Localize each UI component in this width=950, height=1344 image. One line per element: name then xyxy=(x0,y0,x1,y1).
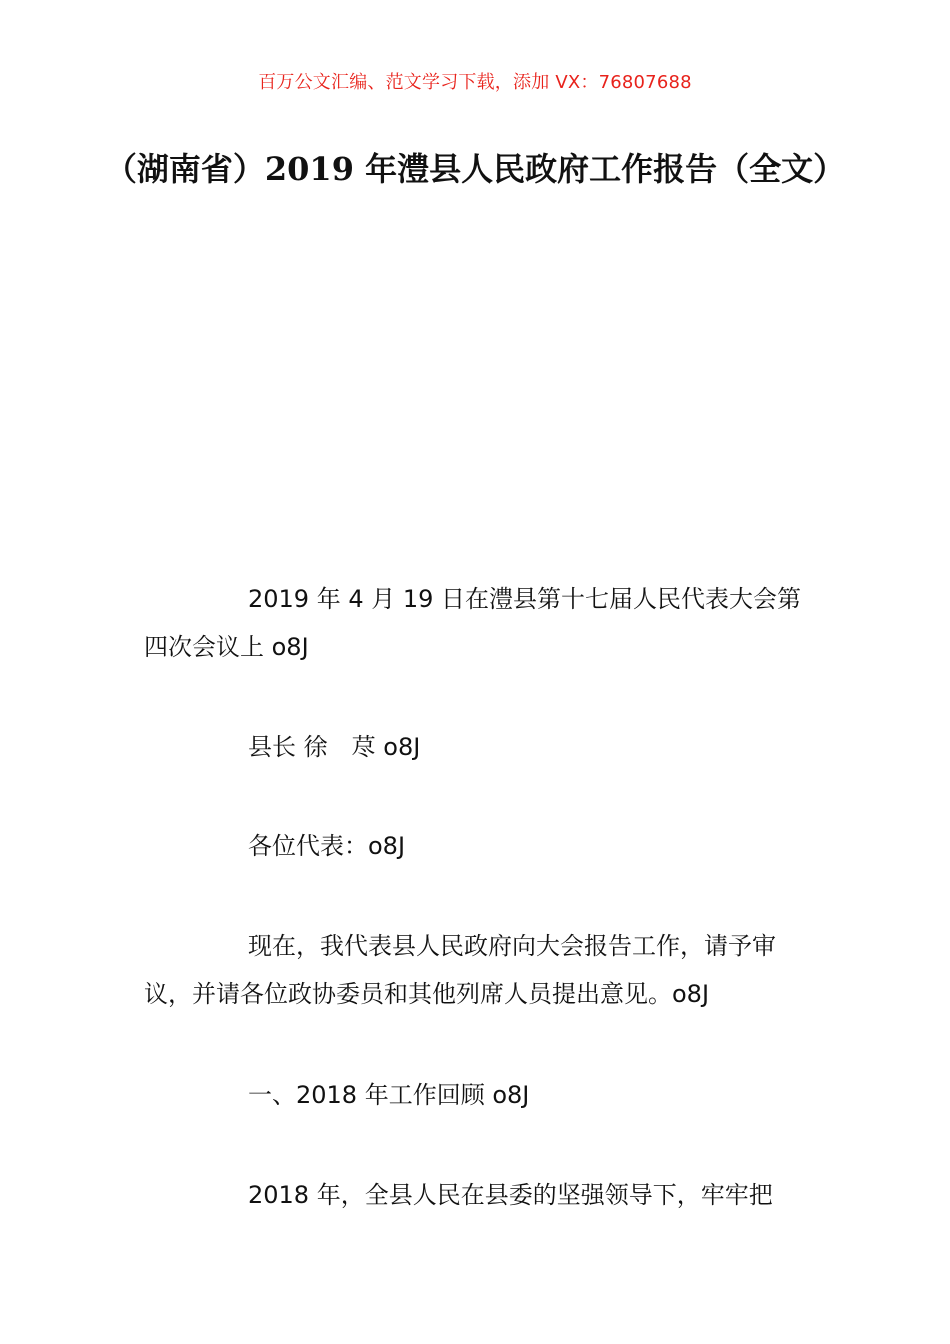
intro-paragraph: 现在，我代表县人民政府向大会报告工作，请予审议，并请各位政协委员和其他列席人员提出意见。o8J xyxy=(144,932,776,1008)
body-paragraph: 2018 年，全县人民在县委的坚强领导下，牢牢把 xyxy=(248,1181,773,1209)
speaker-line: 县长 徐 荩 o8J xyxy=(248,733,421,761)
meeting-date-line: 2019 年 4 月 19 日在澧县第十七届人民代表大会第四次会议上 o8J xyxy=(144,585,802,661)
download-notice: 百万公文汇编、范文学习下载，添加 VX：76807688 xyxy=(258,72,692,93)
section-heading: 一、2018 年工作回顾 o8J xyxy=(248,1081,530,1109)
document-title: （湖南省）2019 年澧县人民政府工作报告（全文） xyxy=(104,150,846,188)
salutation: 各位代表：o8J xyxy=(248,832,406,860)
